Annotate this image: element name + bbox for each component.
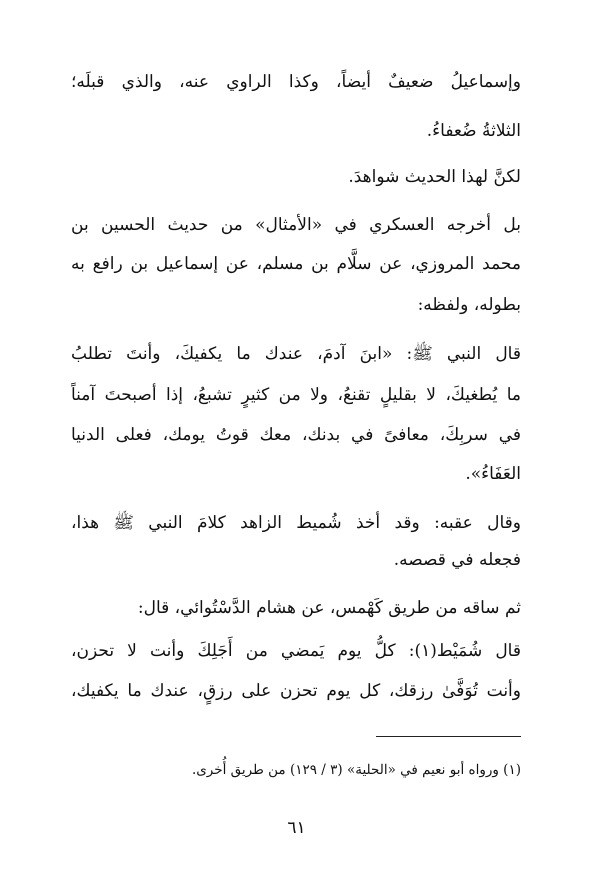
- text-line: وقال عقبه: وقد أخذ شُميط الزاهد كلامَ النبي ﷺ هذا،: [71, 513, 521, 533]
- text-line: الثلاثةُ ضُعفاءُ.: [426, 121, 521, 141]
- text-line: بطوله، ولفظه:: [417, 295, 521, 315]
- text-line: بل أخرجه العسكري في «الأمثال» من حديث الحسين بن: [71, 215, 521, 235]
- text-line: وإسماعيلُ ضعيفٌ أيضاً، وكذا الراوي عنه، والذي قبلَه؛: [71, 72, 521, 92]
- text-line: العَفَاءُ».: [465, 464, 521, 484]
- text-line: محمد المروزي، عن سلَّام بن مسلم، عن إسماعيل بن رافع به: [71, 254, 521, 274]
- text-line: ثم ساقه من طريق كَهْمس، عن هشام الدَّسْتُوائي، قال:: [137, 598, 521, 618]
- footnote: (١) ورواه أبو نعيم في «الحلية» (٣ / ١٢٩) من طريق أُخرى.: [191, 762, 521, 778]
- text-line: ما يُطغيكَ، لا بقليلٍ تقنعُ، ولا من كثيرٍ تشبعُ، إذا أصبحتَ آمناً: [71, 385, 521, 405]
- text-line: فجعله في قصصه.: [393, 550, 521, 570]
- text-line: في سربِكَ، معافىً في بدنك، معك قوتُ يومك، فعلى الدنيا: [71, 425, 521, 445]
- text-line: لكنَّ لهذا الحديث شواهدَ.: [348, 167, 521, 187]
- text-line: قال النبي ﷺ: «ابنَ آدمَ، عندك ما يكفيكَ، وأنتَ تطلبُ: [71, 344, 521, 364]
- footnote-separator: [376, 736, 521, 737]
- text-line: وأنت تُوَفَّىٰ رزقك، كل يوم تحزن على رزقٍ، عندك ما يكفيك،: [71, 681, 521, 701]
- page-number: ٦١: [287, 818, 306, 838]
- text-line: قال شُمَيْط(١): كلُّ يوم يَمضي من أَجَلِكَ وأنت لا تحزن،: [71, 641, 521, 661]
